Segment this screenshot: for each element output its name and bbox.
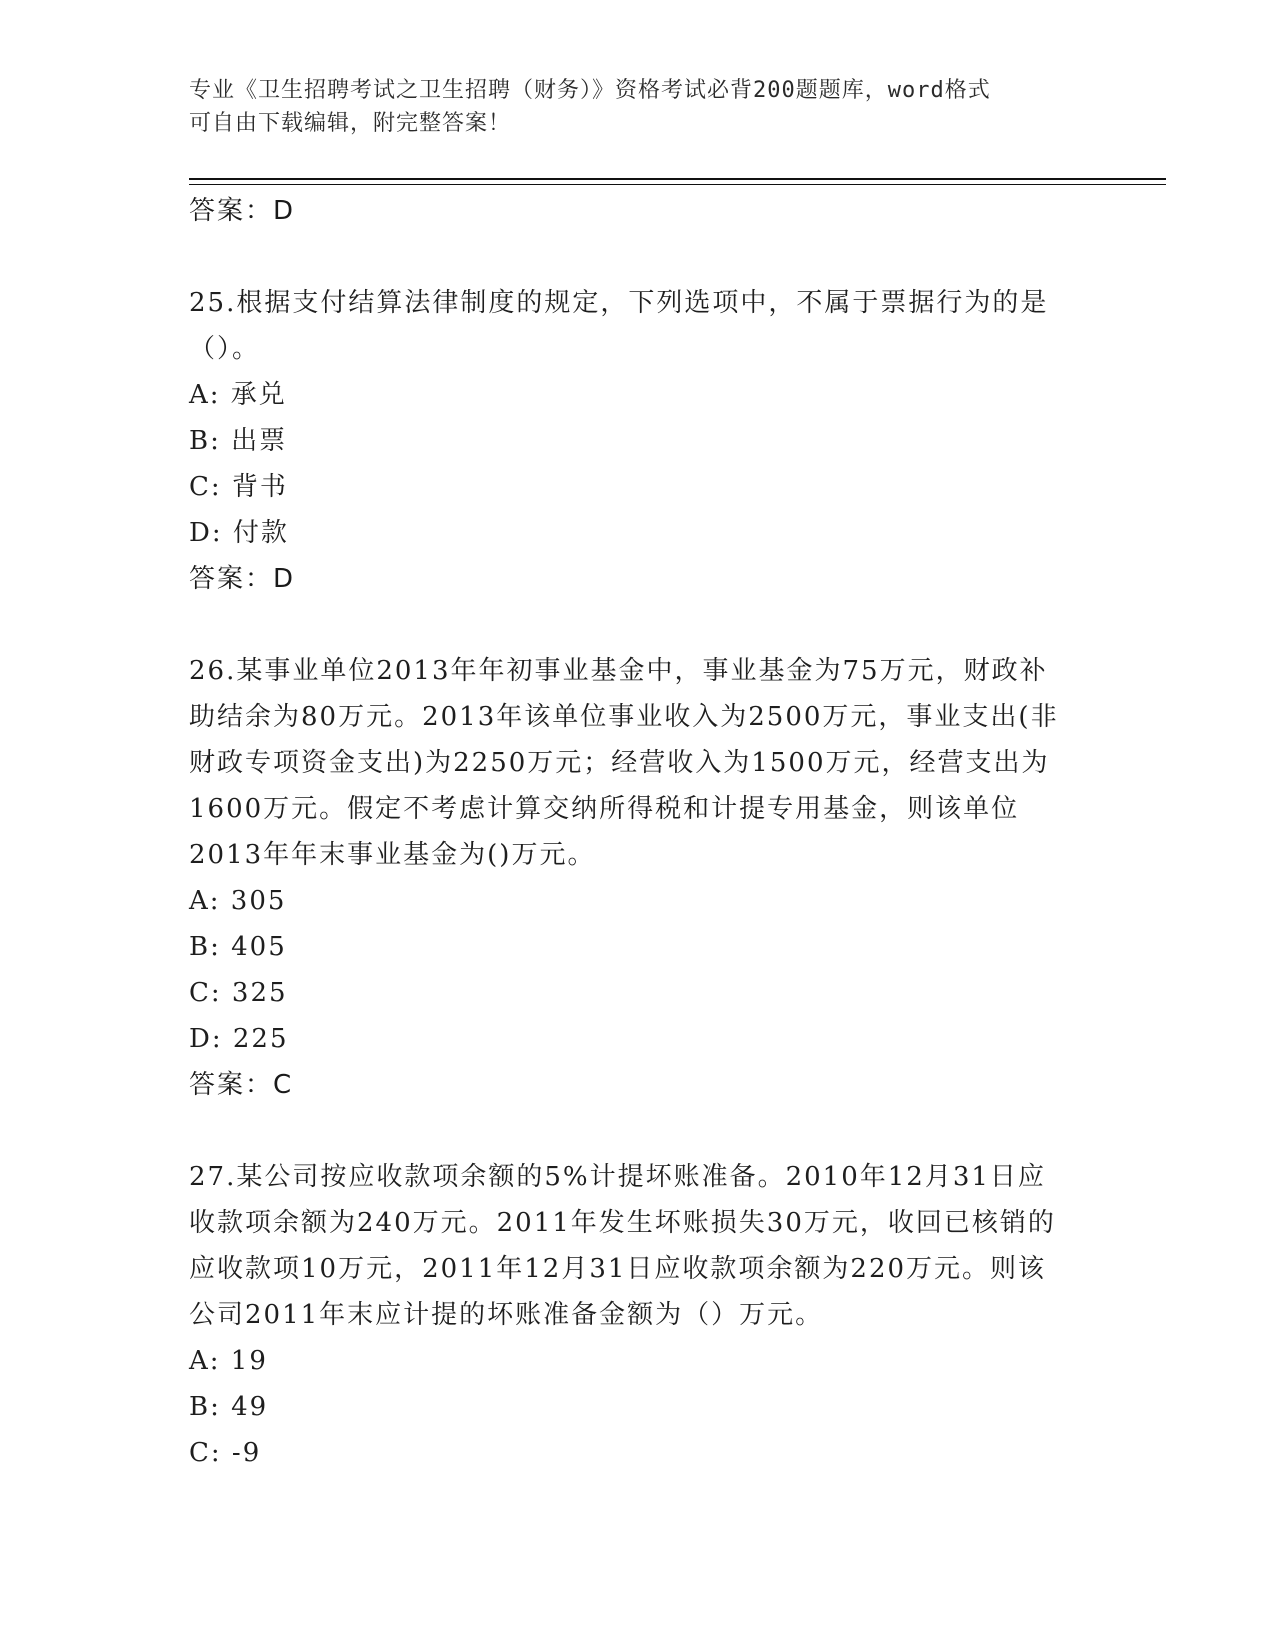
option-a: A: 305 bbox=[189, 886, 287, 916]
question-stem-line: （）。 bbox=[189, 334, 261, 364]
option-d: D: 225 bbox=[189, 1024, 289, 1054]
question-26 bbox=[189, 648, 1089, 1108]
question-stem-line: 财政专项资金支出)为2250万元；经营收入为1500万元，经营支出为 bbox=[189, 748, 1050, 778]
question-stem-line: 应收款项10万元，2011年12月31日应收款项余额为220万元。则该 bbox=[189, 1254, 1047, 1284]
option-b: B: 出票 bbox=[189, 426, 288, 456]
question-25 bbox=[189, 280, 1089, 602]
question-stem-line: 26.某事业单位2013年年初事业基金中，事业基金为75万元，财政补 bbox=[189, 656, 1048, 686]
question-stem-line: 公司2011年末应计提的坏账准备金额为（）万元。 bbox=[189, 1300, 824, 1330]
header-line-1: 专业《卫生招聘考试之卫生招聘（财务）》资格考试必背200题题库，word格式 bbox=[189, 78, 991, 103]
question-27 bbox=[189, 1154, 1089, 1476]
document-header bbox=[189, 74, 1089, 140]
option-b: B: 405 bbox=[189, 932, 287, 962]
option-c: C: -9 bbox=[189, 1438, 262, 1468]
question-stem-line: 助结余为80万元。2013年该单位事业收入为2500万元，事业支出(非 bbox=[189, 702, 1059, 732]
previous-answer: 答案：D bbox=[189, 196, 296, 226]
question-stem-line: 25.根据支付结算法律制度的规定，下列选项中，不属于票据行为的是 bbox=[189, 288, 1049, 318]
header-line-2: 可自由下载编辑，附完整答案！ bbox=[189, 111, 512, 136]
question-stem-line: 1600万元。假定不考虑计算交纳所得税和计提专用基金，则该单位 bbox=[189, 794, 1020, 824]
question-stem-line: 27.某公司按应收款项余额的5%计提坏账准备。2010年12月31日应 bbox=[189, 1162, 1046, 1192]
document-body bbox=[189, 188, 1089, 1476]
question-stem-line: 收款项余额为240万元。2011年发生坏账损失30万元，收回已核销的 bbox=[189, 1208, 1056, 1238]
question-answer: 答案：D bbox=[189, 564, 296, 594]
option-c: C: 325 bbox=[189, 978, 288, 1008]
option-c: C: 背书 bbox=[189, 472, 288, 502]
question-stem-line: 2013年年末事业基金为()万元。 bbox=[189, 840, 596, 870]
header-divider-thick bbox=[189, 178, 1166, 180]
question-answer: 答案：C bbox=[189, 1070, 294, 1100]
header-divider-thin bbox=[189, 184, 1166, 185]
option-a: A: 承兑 bbox=[189, 380, 287, 410]
option-b: B: 49 bbox=[189, 1392, 269, 1422]
option-d: D: 付款 bbox=[189, 518, 289, 548]
option-a: A: 19 bbox=[189, 1346, 268, 1376]
